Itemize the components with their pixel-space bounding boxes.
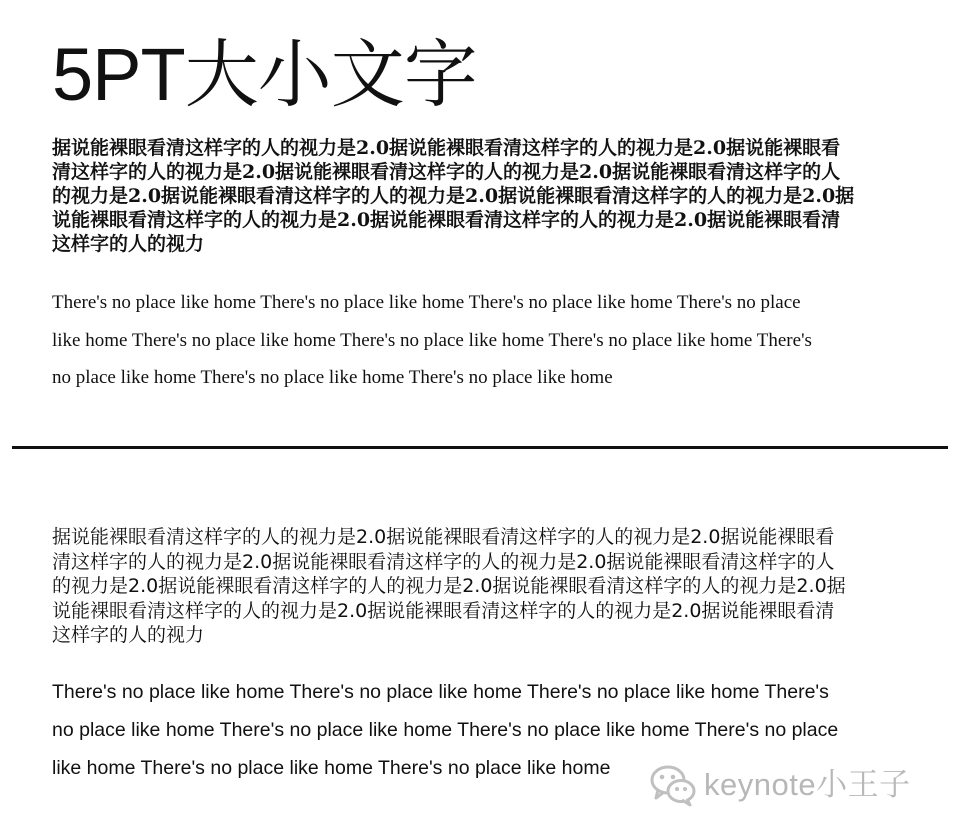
page-title: 5PT大小文字 xyxy=(52,33,477,116)
chinese-serif-paragraph: 据说能裸眼看清这样字的人的视力是2.0据说能裸眼看清这样字的人的视力是2.0据说能裸眼看 清这样字的人的视力是2.0据说能裸眼看清这样字的人的视力是2.0据说能裸眼看清这样字的人 的视力是2.0据说能裸眼看清这样字的人的视力是2.0据说能裸眼看清这样字的人的视力是2.0据 说能裸眼看清这样字的人的视力是2.0据说能裸眼看清这样字的人的视力是2.0据说能裸眼看清 这样字的人的视力 xyxy=(52,137,855,255)
section-divider xyxy=(12,446,948,449)
wechat-icon xyxy=(648,762,698,808)
english-serif-paragraph: There's no place like home There's no place like home There's no place like home There's no place like home There's no place like home There's no place like home There's no place like home There's no place like home There's no place like home There's no place like home xyxy=(52,292,812,388)
watermark-text: keynote小王子 xyxy=(704,767,911,802)
chinese-sans-paragraph: 据说能裸眼看清这样字的人的视力是2.0据说能裸眼看清这样字的人的视力是2.0据说能裸眼看 清这样字的人的视力是2.0据说能裸眼看清这样字的人的视力是2.0据说能裸眼看清这样字的人 的视力是2.0据说能裸眼看清这样字的人的视力是2.0据说能裸眼看清这样字的人的视力是2.0据 说能裸眼看清这样字的人的视力是2.0据说能裸眼看清这样字的人的视力是2.0据说能裸眼看清 这样字的人的视力 xyxy=(52,526,846,646)
watermark xyxy=(648,760,911,810)
english-sans-paragraph: There's no place like home There's no place like home There's no place like home There's no place like home There's no place like home There's no place like home There's no place like home There's no place like home There's no place like home xyxy=(52,681,839,779)
